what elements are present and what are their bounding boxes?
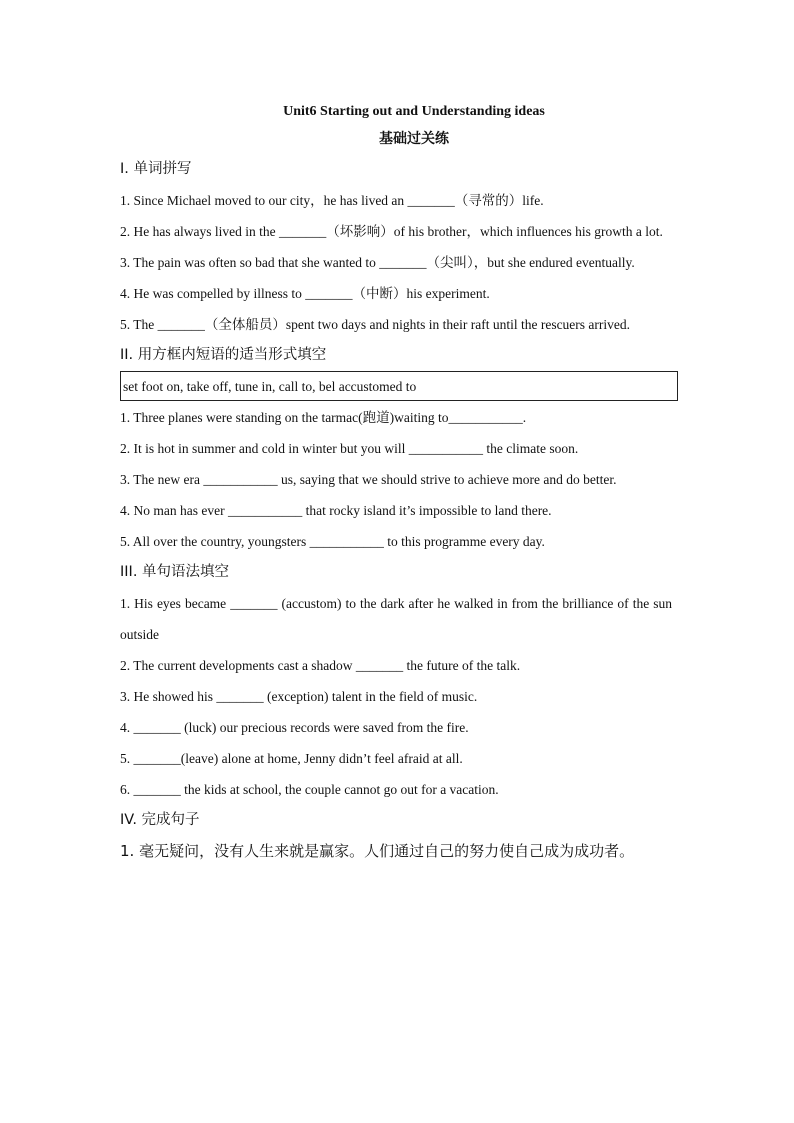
question-item: 5. _______(leave) alone at home, Jenny didn’t feel afraid at all. xyxy=(120,751,463,766)
question-item: 1. Since Michael moved to our city，he has lived an _______（寻常的）life. xyxy=(120,193,544,208)
section-3 xyxy=(120,557,672,805)
page-title: Unit6 Starting out and Understanding ideas xyxy=(283,104,545,119)
section-4 xyxy=(120,805,672,867)
phrase-box: set foot on, take off, tune in, call to, bel accustomed to xyxy=(120,371,678,401)
section-heading: I. 单词拼写 xyxy=(120,161,192,177)
question-item: 1. 毫无疑问，没有人生来就是赢家。人们通过自己的努力使自己成为成功者。 xyxy=(120,842,635,860)
section-heading: IV. 完成句子 xyxy=(120,812,200,828)
question-item: 3. The new era ___________ us, saying that we should strive to achieve more and do better. xyxy=(120,472,617,487)
question-item: 5. The _______（全体船员）spent two days and nights in their raft until the rescuers arrived. xyxy=(120,317,631,332)
worksheet-page xyxy=(120,100,672,867)
question-item: 4. _______ (luck) our precious records were saved from the fire. xyxy=(120,720,469,735)
question-item: 1. His eyes became _______ (accustom) to the dark after he walked in from the brilliance of the sun outside xyxy=(120,596,672,642)
question-item: 3. The pain was often so bad that she wanted to _______（尖叫），but she endured eventually. xyxy=(120,255,635,270)
question-item: 2. It is hot in summer and cold in winter but you will ___________ the climate soon. xyxy=(120,441,579,456)
question-item: 4. He was compelled by illness to _______（中断）his experiment. xyxy=(120,286,490,301)
question-item: 3. He showed his _______ (exception) talent in the field of music. xyxy=(120,689,478,704)
section-heading: III. 单句语法填空 xyxy=(120,564,230,580)
question-item: 6. _______ the kids at school, the couple cannot go out for a vacation. xyxy=(120,782,499,797)
question-item: 1. Three planes were standing on the tarmac(跑道)waiting to___________. xyxy=(120,410,527,425)
question-item: 4. No man has ever ___________ that rocky island it’s impossible to land there. xyxy=(120,503,552,518)
question-item: 5. All over the country, youngsters ___________ to this programme every day. xyxy=(120,534,545,549)
question-item: 2. The current developments cast a shadow _______ the future of the talk. xyxy=(120,658,521,673)
section-1 xyxy=(120,154,672,340)
section-heading: II. 用方框内短语的适当形式填空 xyxy=(120,347,327,363)
section-2 xyxy=(120,340,672,557)
question-item: 2. He has always lived in the _______（坏影响）of his brother，which influences his growth a lot. xyxy=(120,224,663,239)
page-subtitle: 基础过关练 xyxy=(379,131,449,147)
